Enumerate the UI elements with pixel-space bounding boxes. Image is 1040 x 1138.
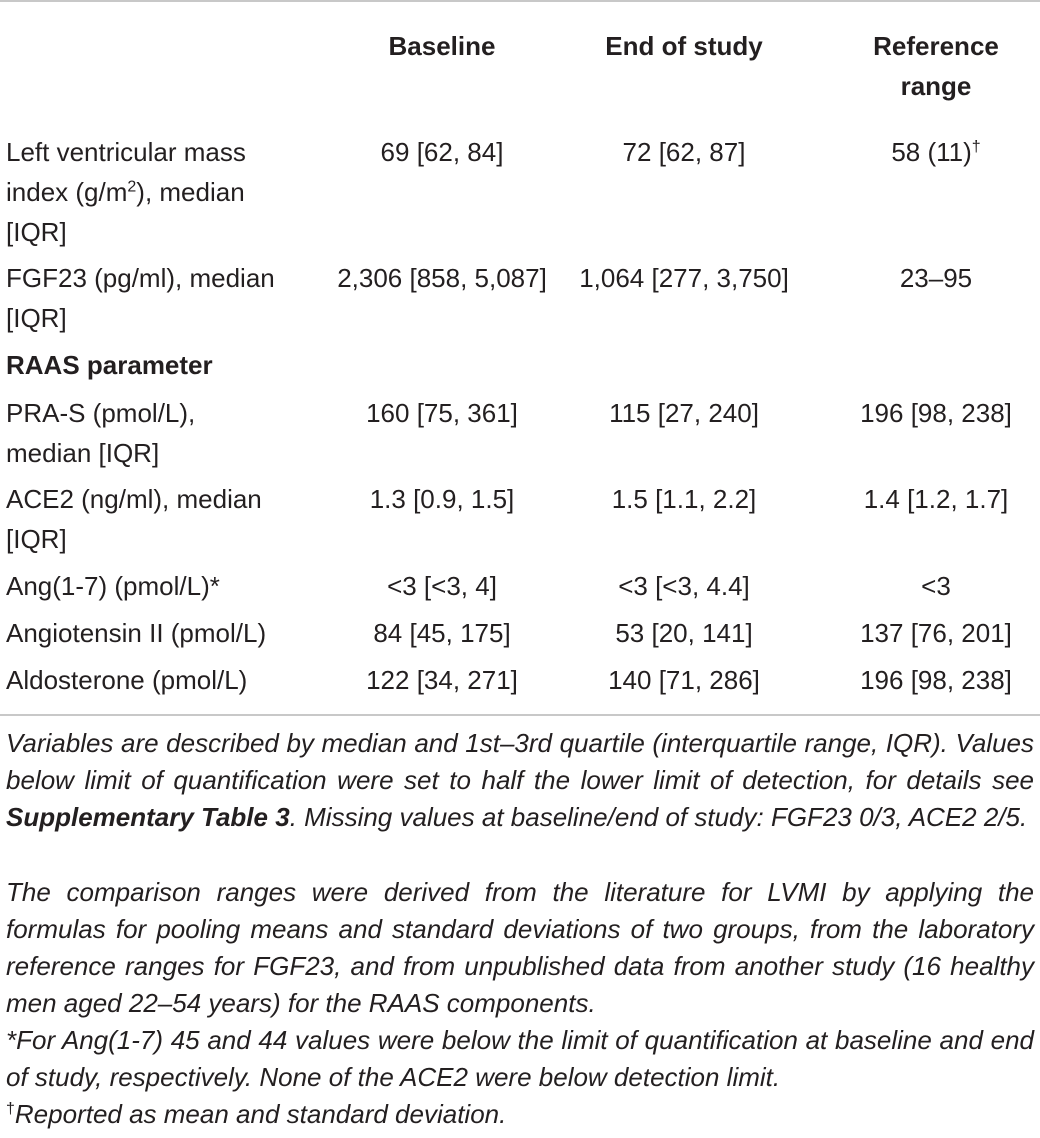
row-label: PRA-S (pmol/L), median [IQR]	[6, 398, 196, 468]
footnote-dagger: †Reported as mean and standard deviation.	[6, 1099, 507, 1129]
supplementary-table-link[interactable]: Supplementary Table 3	[6, 802, 290, 832]
table-top-rule	[0, 0, 1040, 2]
cell-end: 53 [20, 141]	[615, 618, 753, 648]
row-label: ACE2 (ng/ml), median [IQR]	[6, 484, 262, 554]
cell-ref: <3	[921, 571, 951, 601]
cell-baseline: 160 [75, 361]	[366, 398, 518, 428]
cell-end: 72 [62, 87]	[622, 137, 746, 167]
cell-ref: 196 [98, 238]	[860, 665, 1012, 695]
cell-baseline: 2,306 [858, 5,087]	[337, 263, 547, 293]
row-label: FGF23 (pg/ml), median [IQR]	[6, 263, 275, 333]
footnote-ang17: *For Ang(1-7) 45 and 44 values were below the limit of quantification at baseline and end of study, respectively. None of the ACE2 were below detection limit.	[6, 1025, 1034, 1092]
row-label: Aldosterone (pmol/L)	[6, 665, 248, 695]
cell-ref: 1.4 [1.2, 1.7]	[863, 484, 1009, 514]
row-label: Angiotensin II (pmol/L)	[6, 618, 267, 648]
header-reference-range	[832, 26, 1040, 106]
cell-baseline: 1.3 [0.9, 1.5]	[369, 484, 515, 514]
footnote-variables: Variables are described by median and 1st–3rd quartile (interquartile range, IQR). Values below limit of quantification were set to half the lower limit of detection, for details see Supplementary Table 3. Missing values at baseline/end of study: FGF23 0/3, ACE2 2/5.	[6, 728, 1034, 832]
cell-end: 1,064 [277, 3,750]	[579, 263, 789, 293]
header-end-of-study: End of study	[605, 31, 763, 61]
cell-ref: 137 [76, 201]	[860, 618, 1012, 648]
footnote-comparison-ranges: The comparison ranges were derived from the literature for LVMI by applying the formulas for pooling means and standard deviations of two groups, from the laboratory reference ranges for FGF23, and from unpublished data from another study (16 healthy men aged 22–54 years) for the RAAS components.	[6, 877, 1034, 1018]
cell-ref: 196 [98, 238]	[860, 398, 1012, 428]
cell-baseline: 122 [34, 271]	[366, 665, 518, 695]
cell-baseline: 84 [45, 175]	[373, 618, 511, 648]
cell-baseline: 69 [62, 84]	[380, 137, 504, 167]
header-baseline: Baseline	[388, 31, 496, 61]
cell-end: 1.5 [1.1, 2.2]	[611, 484, 757, 514]
header-reference-line2: range	[900, 71, 972, 101]
row-label: Left ventricular mass index $(g/m^2)$, median [IQR]	[6, 137, 246, 247]
row-label: Ang(1-7) (pmol/L)*	[6, 571, 220, 601]
table-bottom-rule	[0, 714, 1040, 716]
cell-baseline: <3 [<3, 4]	[387, 571, 497, 601]
cell-end: <3 [<3, 4.4]	[618, 571, 750, 601]
cell-ref: 23–95	[899, 263, 973, 293]
header-reference-line1: Reference	[873, 31, 999, 61]
cell-end: 115 [27, 240]	[609, 398, 759, 428]
cell-end: 140 [71, 286]	[608, 665, 760, 695]
cell-ref: 58 (11)†	[891, 137, 981, 167]
